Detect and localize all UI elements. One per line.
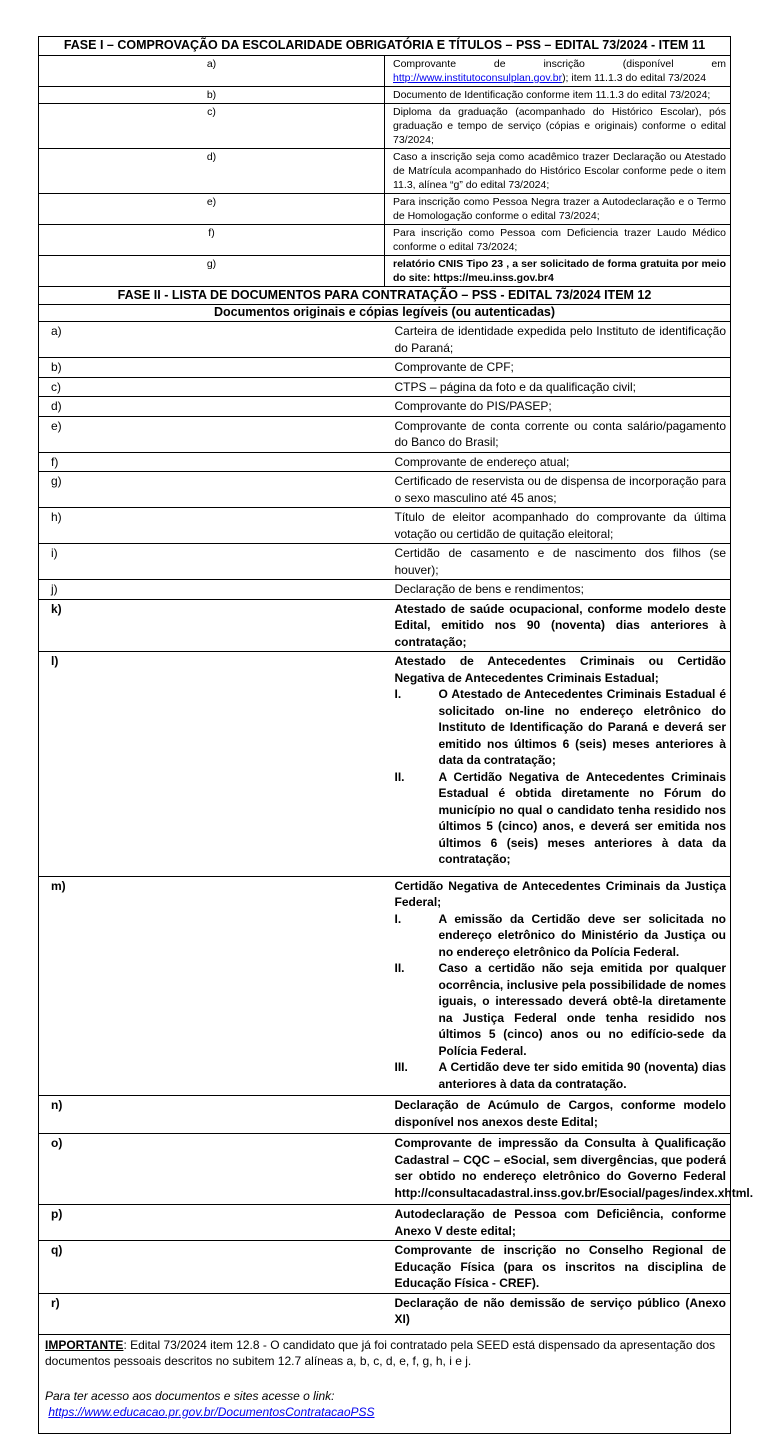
phase2-row [39,580,731,600]
item-letter: i) [39,544,385,580]
item-main-text: Comprovante de inscrição no Conselho Regional de Educação Física (para os inscritos na disciplina de Educação Física - CREF). [394,1243,726,1290]
item-text [385,322,731,358]
phase2-row [39,1205,731,1241]
item-main-text: CTPS – página da foto e da qualificação civil; [394,379,636,394]
item-main-text: Comprovante de endereço atual; [394,454,570,469]
item-text: Documento de Identificação conforme item 11.1.3 do edital 73/2024; [385,87,731,104]
phase2-row [39,652,731,877]
subitem-text: A Certidão Negativa de Antecedentes Criminais Estadual é obtida diretamente no Fórum do município no qual o candidato tenha residido nos últimos 5 (cinco) anos, e deverá ser emitida nos últimos 6 (seis) meses anteriores à data da contratação; [438,769,726,866]
item-text [385,1096,731,1134]
phase1-items [39,56,731,287]
item-letter: p) [39,1205,385,1241]
item-text [385,452,731,472]
item-text [385,876,731,1096]
phase2-row [39,1241,731,1294]
subitem-number: I. [394,687,402,701]
phase2-row [39,508,731,544]
phase2-row [39,1096,731,1134]
item-letter: h) [39,508,385,544]
item-text [385,599,731,652]
item-main-text: Carteira de identidade expedida pelo Instituto de identificação do Paraná; [394,324,726,355]
item-letter: b) [39,87,385,104]
item-letter: q) [39,1241,385,1294]
item-letter: n) [39,1096,385,1134]
item-text: Para inscrição como Pessoa com Deficiencia trazer Laudo Médico conforme o edital 73/2024; [385,225,731,256]
consulplan-link[interactable]: http://www.institutoconsulplan.gov.br [393,72,563,84]
item-letter: f) [39,225,385,256]
item-main-text: Certificado de reservista ou de dispensa de incorporação para o sexo masculino até 45 anos; [394,474,726,505]
phase1-row [39,56,731,87]
subitem-number: II. [394,769,405,784]
phase1-row [39,149,731,194]
item-main-text: Autodeclaração de Pessoa com Deficiência, conforme Anexo V deste edital; [394,1207,726,1238]
phase2-row [39,1293,731,1334]
item-text [385,652,731,877]
item-main-text: Certidão Negativa de Antecedentes Criminais da Justiça Federal; [394,878,726,909]
item-letter: e) [39,416,385,452]
phase1-row [39,87,731,104]
item-text [385,377,731,397]
subitem [395,769,727,868]
item-text [385,1293,731,1334]
item-text: Caso a inscrição seja como acadêmico trazer Declaração ou Atestado de Matrícula acompanhado do Histórico Escolar conforme pede o item 11.3, alínea “g” do edital 73/2024; [385,149,731,194]
important-text: : Edital 73/2024 item 12.8 - O candidato que já foi contratado pela SEED está dispensado da apresentação dos documentos pessoais descritos no subitem 12.7 alíneas a, b, c, d, e, f, g, h, i e j. [45,1337,716,1368]
phase2-row [39,416,731,452]
phase1-row [39,256,731,287]
item-main-text: Declaração de não demissão de serviço público (Anexo XI) [394,1295,726,1326]
item-letter: g) [39,472,385,508]
item-text [385,358,731,378]
phase1-table [38,36,731,287]
item-letter: g) [39,256,385,287]
subitem-number: II. [394,961,405,975]
item-main-text: Atestado de Antecedentes Criminais ou Certidão Negativa de Antecedentes Criminais Estadual; [394,654,726,685]
phase1-row [39,194,731,225]
subitem-text: Caso a certidão não seja emitida por qualquer ocorrência, inclusive pela possibilidade de nomes iguais, o interessado deverá obtê-la diretamente na Justiça Federal onde tenha residido nos últimos 5 (cinco) anos ou no edifício-sede da Polícia Federal. [438,961,726,1058]
access-link[interactable]: https://www.educacao.pr.gov.br/DocumentosContratacaoPSS [48,1405,375,1419]
access-text: Para ter acesso aos documentos e sites acesse o link: [45,1388,335,1403]
item-text [385,472,731,508]
phase2-row [39,599,731,652]
phase2-subtitle: Documentos originais e cópias legíveis (ou autenticadas) [39,305,731,322]
item-main-text: Título de eleitor acompanhado do comprovante da última votação ou certidão de quitação eleitoral; [394,510,726,541]
document [38,36,754,1434]
phase1-row [39,225,731,256]
item-letter: r) [39,1293,385,1334]
subitem [395,686,727,769]
phase2-items [39,322,754,1335]
subitem-number: III. [394,1060,408,1074]
item-text [385,1134,754,1205]
item-text: Diploma da graduação (acompanhado do Histórico Escolar), pós graduação e tempo de serviço (cópias e originais) conforme o edital 73/2024; [385,104,731,149]
subitem [395,911,727,961]
item-letter: a) [39,322,385,358]
phase2-row [39,544,731,580]
item-letter: e) [39,194,385,225]
item-text: Para inscrição como Pessoa Negra trazer a Autodeclaração e o Termo de Homologação conforme o edital 73/2024; [385,194,731,225]
item-main-text: Comprovante do PIS/PASEP; [394,399,552,413]
item-letter: j) [39,580,385,600]
subitem [395,1059,727,1092]
item-text-post: ); item 11.1.3 do edital 73/2024 [562,72,707,84]
important-note [39,1334,731,1433]
item-main-text: Declaração de Acúmulo de Cargos, conforme modelo disponível nos anexos deste Edital; [394,1098,726,1129]
phase2-row [39,472,731,508]
item-text [385,508,731,544]
item-letter: a) [39,56,385,87]
subitem-text: A emissão da Certidão deve ser solicitada no endereço eletrônico do Ministério da Justiça ou no endereço eletrônico da Polícia Federal. [438,911,726,959]
item-letter: k) [39,599,385,652]
item-text [385,416,731,452]
item-text [385,1241,731,1294]
item-letter: m) [39,876,385,1096]
phase2-row [39,1134,731,1205]
item-main-text: Comprovante de conta corrente ou conta salário/pagamento do Banco do Brasil; [394,418,726,449]
item-text-pre: Comprovante de inscrição (disponível em [393,58,726,70]
item-letter: d) [39,149,385,194]
phase2-row [39,397,731,417]
subitem-text: O Atestado de Antecedentes Criminais Estadual é solicitado on-line no endereço eletrônico do Instituto de Identificação do Paraná e deverá ser emitido nos últimos 6 (seis) meses anteriores à data da contratação; [438,687,726,767]
subitem-number: I. [394,911,402,926]
item-letter: l) [39,652,385,877]
item-text [385,1205,731,1241]
item-letter: d) [39,397,385,417]
item-text [385,580,731,600]
phase2-table [38,286,754,1434]
item-letter: c) [39,377,385,397]
item-main-text: Declaração de bens e rendimentos; [394,582,584,596]
item-main-text: Comprovante de CPF; [394,360,514,374]
item-text [385,397,731,417]
subitem [395,960,727,1059]
phase2-row [39,322,731,358]
item-text: relatório CNIS Tipo 23 , a ser solicitado de forma gratuita por meio do site: https://meu.inss.gov.br4 [385,256,731,287]
item-main-text: Certidão de casamento e de nascimento dos filhos (se houver); [394,546,726,577]
phase2-row [39,452,731,472]
item-main-text: Atestado de saúde ocupacional, conforme modelo deste Edital, emitido nos 90 (noventa) dias anteriores à contratação; [394,601,726,649]
item-letter: b) [39,358,385,378]
subitem-text: A Certidão deve ter sido emitida 90 (noventa) dias anteriores à data da contratação. [438,1060,726,1091]
item-main-text: Comprovante de impressão da Consulta à Qualificação Cadastral – CQC – eSocial, sem divergências, que poderá ser obtido no endereço eletrônico do Governo Federal http://consultacadastral.inss.gov.br/Esocial/pages/index.xhtml. [394,1136,754,1200]
item-text [385,56,731,87]
item-letter: f) [39,452,385,472]
phase2-row [39,358,731,378]
important-label: IMPORTANTE [45,1337,124,1352]
phase2-row [39,377,731,397]
item-letter: c) [39,104,385,149]
item-letter: o) [39,1134,385,1205]
phase1-row [39,104,731,149]
item-text [385,544,731,580]
phase2-row [39,876,731,1096]
phase2-title: FASE II - LISTA DE DOCUMENTOS PARA CONTRATAÇÃO – PSS - EDITAL 73/2024 ITEM 12 [39,287,731,305]
phase1-title: FASE I – COMPROVAÇÃO DA ESCOLARIDADE OBRIGATÓRIA E TÍTULOS – PSS – EDITAL 73/2024 - ITEM 11 [39,37,731,56]
